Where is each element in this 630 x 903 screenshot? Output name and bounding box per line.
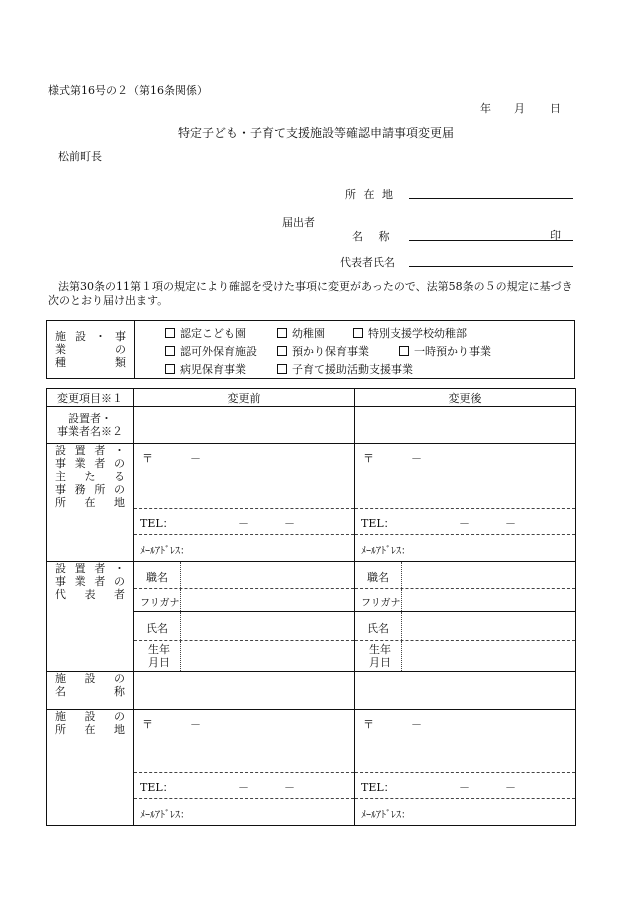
checkbox-icon — [353, 328, 363, 338]
facility-type-label-cell — [47, 321, 135, 379]
tel-label: TEL： — [361, 781, 395, 794]
representative-before[interactable]: 職名 フリガナ 氏名 生年 月日 — [134, 562, 355, 672]
checkbox-icon — [277, 346, 287, 356]
row-representative-label — [47, 562, 134, 672]
office-address-label-line: 事 務 所 の — [55, 483, 125, 496]
facility-type-label-line: 種 類 — [55, 356, 126, 369]
date-year-label: 年 — [480, 102, 491, 115]
office-address-after[interactable]: 〒 － TEL： － － ﾒｰﾙｱﾄﾞﾚｽ： — [355, 444, 576, 562]
option-kosodate-enjo[interactable]: 子育て援助活動支援事業 — [277, 361, 413, 377]
applicant-location-line[interactable] — [409, 198, 573, 199]
postal-mark: 〒 — [363, 718, 374, 731]
email-label: ﾒｰﾙｱﾄﾞﾚｽ： — [140, 810, 190, 821]
facility-name-after[interactable] — [355, 672, 576, 710]
postal-mark: 〒 — [363, 452, 374, 465]
email-label: ﾒｰﾙｱﾄﾞﾚｽ： — [361, 810, 411, 821]
postal-mark: 〒 — [142, 718, 153, 731]
representative-line[interactable] — [409, 266, 573, 267]
header-item: 変更項目※１ — [47, 389, 134, 407]
email-label: ﾒｰﾙｱﾄﾞﾚｽ： — [361, 546, 411, 557]
option-ichiji-azukari[interactable]: 一時預かり事業 — [399, 343, 491, 359]
option-tokubetsu-shien[interactable]: 特別支援学校幼稚部 — [353, 325, 467, 341]
office-address-label-line: 事 業 者 の — [55, 457, 125, 470]
form-number: 様式第16号の２（第16条関係） — [48, 84, 208, 97]
representative-label-line: 事 業 者 の — [55, 575, 125, 588]
facility-address-before[interactable]: 〒 － TEL： － － ﾒｰﾙｱﾄﾞﾚｽ： — [134, 710, 355, 826]
option-ninkagai-hoiku[interactable]: 認可外保育施設 — [165, 343, 257, 359]
representative-label-line: 設 置 者 ・ — [55, 562, 125, 575]
tel-label: TEL： — [140, 517, 174, 530]
representative-after[interactable]: 職名 フリガナ 氏名 生年 月日 — [355, 562, 576, 672]
facility-address-after[interactable]: 〒 － TEL： － － ﾒｰﾙｱﾄﾞﾚｽ： — [355, 710, 576, 826]
applicant-label: 届出者 — [282, 216, 315, 229]
option-youchien[interactable]: 幼稚園 — [277, 325, 325, 341]
tel-label: TEL： — [361, 517, 395, 530]
checkbox-icon — [399, 346, 409, 356]
checkbox-icon — [165, 346, 175, 356]
statement-text: 法第30条の11第１項の規定により確認を受けた事項に変更があったので、法第58条の５の規定に基づき次のとおり届け出ます。 — [48, 280, 573, 307]
row-operator-name-label: 設置者・ 事業者名※２ — [47, 407, 134, 444]
facility-type-label-line: 業 の — [55, 343, 126, 356]
change-table — [46, 388, 576, 826]
checkbox-icon — [165, 364, 175, 374]
operator-name-before[interactable] — [134, 407, 355, 444]
facility-address-label-line: 所 在 地 — [55, 723, 125, 736]
applicant-name-label: 名 称 — [352, 230, 396, 243]
header-before: 変更前 — [134, 389, 355, 407]
facility-type-options-cell — [135, 321, 575, 379]
checkbox-icon — [277, 364, 287, 374]
option-nintei-kodomoen[interactable]: 認定こども園 — [165, 325, 246, 341]
office-address-before[interactable]: 〒 － TEL： － － ﾒｰﾙｱﾄﾞﾚｽ： — [134, 444, 355, 562]
tel-label: TEL： — [140, 781, 174, 794]
operator-name-after[interactable] — [355, 407, 576, 444]
facility-type-label-line: 施 設 ・ 事 — [55, 330, 126, 343]
facility-name-before[interactable] — [134, 672, 355, 710]
facility-name-label-line: 名 称 — [55, 685, 125, 698]
date-day-label: 日 — [550, 102, 561, 115]
checkbox-icon — [277, 328, 287, 338]
postal-mark: 〒 — [142, 452, 153, 465]
row-facility-name-label — [47, 672, 134, 710]
applicant-location-label: 所 在 地 — [345, 188, 395, 201]
addressee: 松前町長 — [58, 150, 102, 163]
row-facility-address-label — [47, 710, 134, 826]
representative-label-line: 代 表 者 — [55, 588, 125, 601]
office-address-label-line: 設 置 者 ・ — [55, 444, 125, 457]
date-month-label: 月 — [514, 102, 525, 115]
form-title: 特定子ども・子育て支援施設等確認申請事項変更届 — [178, 126, 455, 140]
representative-label: 代表者氏名 — [340, 256, 395, 269]
office-address-label-line: 主 た る — [55, 470, 125, 483]
facility-address-label-line: 施 設 の — [55, 710, 125, 723]
checkbox-icon — [165, 328, 175, 338]
facility-name-label-line: 施 設 の — [55, 672, 125, 685]
option-byouji-hoiku[interactable]: 病児保育事業 — [165, 361, 246, 377]
applicant-name-line[interactable] — [409, 240, 573, 241]
header-after: 変更後 — [355, 389, 576, 407]
option-azukari-hoiku[interactable]: 預かり保育事業 — [277, 343, 369, 359]
facility-type-table — [46, 320, 575, 379]
seal-mark: 印 — [550, 229, 561, 242]
office-address-label-line: 所 在 地 — [55, 496, 125, 509]
row-office-address-label — [47, 444, 134, 562]
email-label: ﾒｰﾙｱﾄﾞﾚｽ： — [140, 546, 190, 557]
